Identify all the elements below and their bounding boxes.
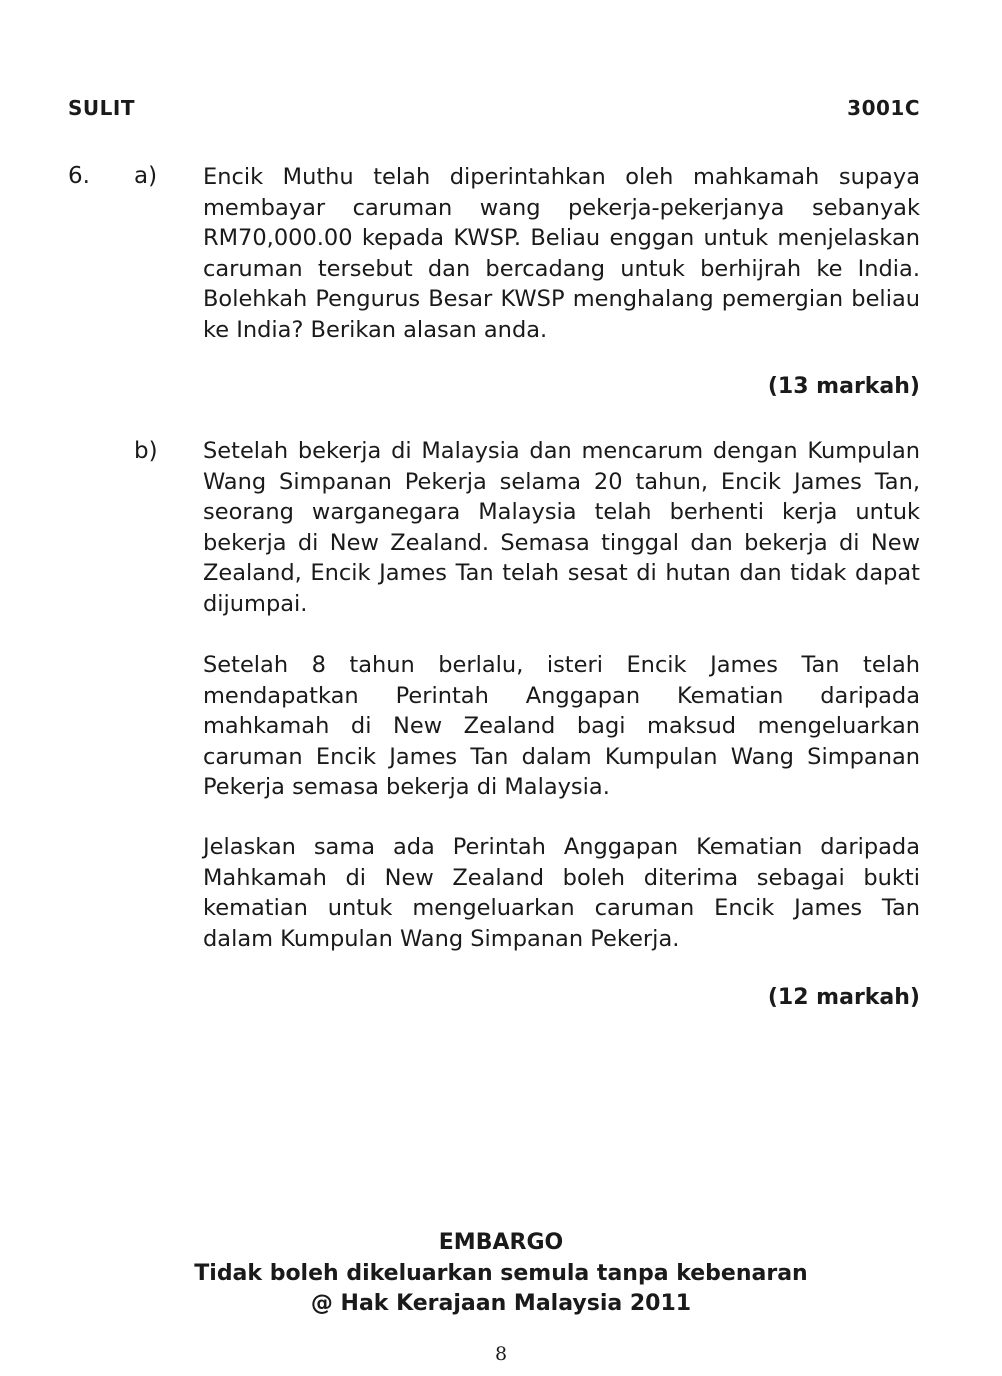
part-b-marks: (12 markah) <box>767 985 920 1010</box>
header-classification: SULIT <box>68 96 135 120</box>
part-b-paragraph-3: Jelaskan sama ada Perintah Anggapan Kematian daripada Mahkamah di New Zealand boleh diterima sebagai bukti kematian untuk mengeluarkan caruman Encik James Tan dalam Kumpulan Wang Simpanan Pekerja. <box>203 834 920 952</box>
part-b-paragraph-2: Setelah 8 tahun berlalu, isteri Encik James Tan telah mendapatkan Perintah Anggapan Kematian daripada mahkamah di New Zealand bagi maksud mengeluarkan caruman Encik James Tan dalam Kumpulan Wang Simpanan Pekerja semasa bekerja di Malaysia. <box>203 652 920 800</box>
part-a-text: Encik Muthu telah diperintahkan oleh mahkamah supaya membayar caruman wang pekerja-pekerjanya sebanyak RM70,000.00 kepada KWSP. Beliau enggan untuk menjelaskan caruman tersebut dan bercadang untuk berhijrah ke India. Bolehkah Pengurus Besar KWSP menghalang pemergian beliau ke India? Berikan alasan anda. <box>203 164 920 343</box>
part-b-paragraph-1: Setelah bekerja di Malaysia dan mencarum dengan Kumpulan Wang Simpanan Pekerja selama 20 tahun, Encik James Tan, seorang warganegara Malaysia telah berhenti kerja untuk bekerja di New Zealand. Semasa tinggal dan bekerja di New Zealand, Encik James Tan telah sesat di hutan dan tidak dapat dijumpai. <box>203 438 920 617</box>
header-paper-code: 3001C <box>847 96 920 120</box>
part-a-marks: (13 markah) <box>767 374 920 399</box>
footer-embargo: EMBARGO <box>438 1230 564 1255</box>
page-number: 8 <box>494 1343 508 1365</box>
part-a-label: a) <box>134 163 158 189</box>
footer-notice: Tidak boleh dikeluarkan semula tanpa kebenaran <box>194 1261 808 1286</box>
footer-copyright: @ Hak Kerajaan Malaysia 2011 <box>310 1291 692 1316</box>
part-b-label: b) <box>134 438 158 464</box>
question-number: 6. <box>68 163 90 189</box>
